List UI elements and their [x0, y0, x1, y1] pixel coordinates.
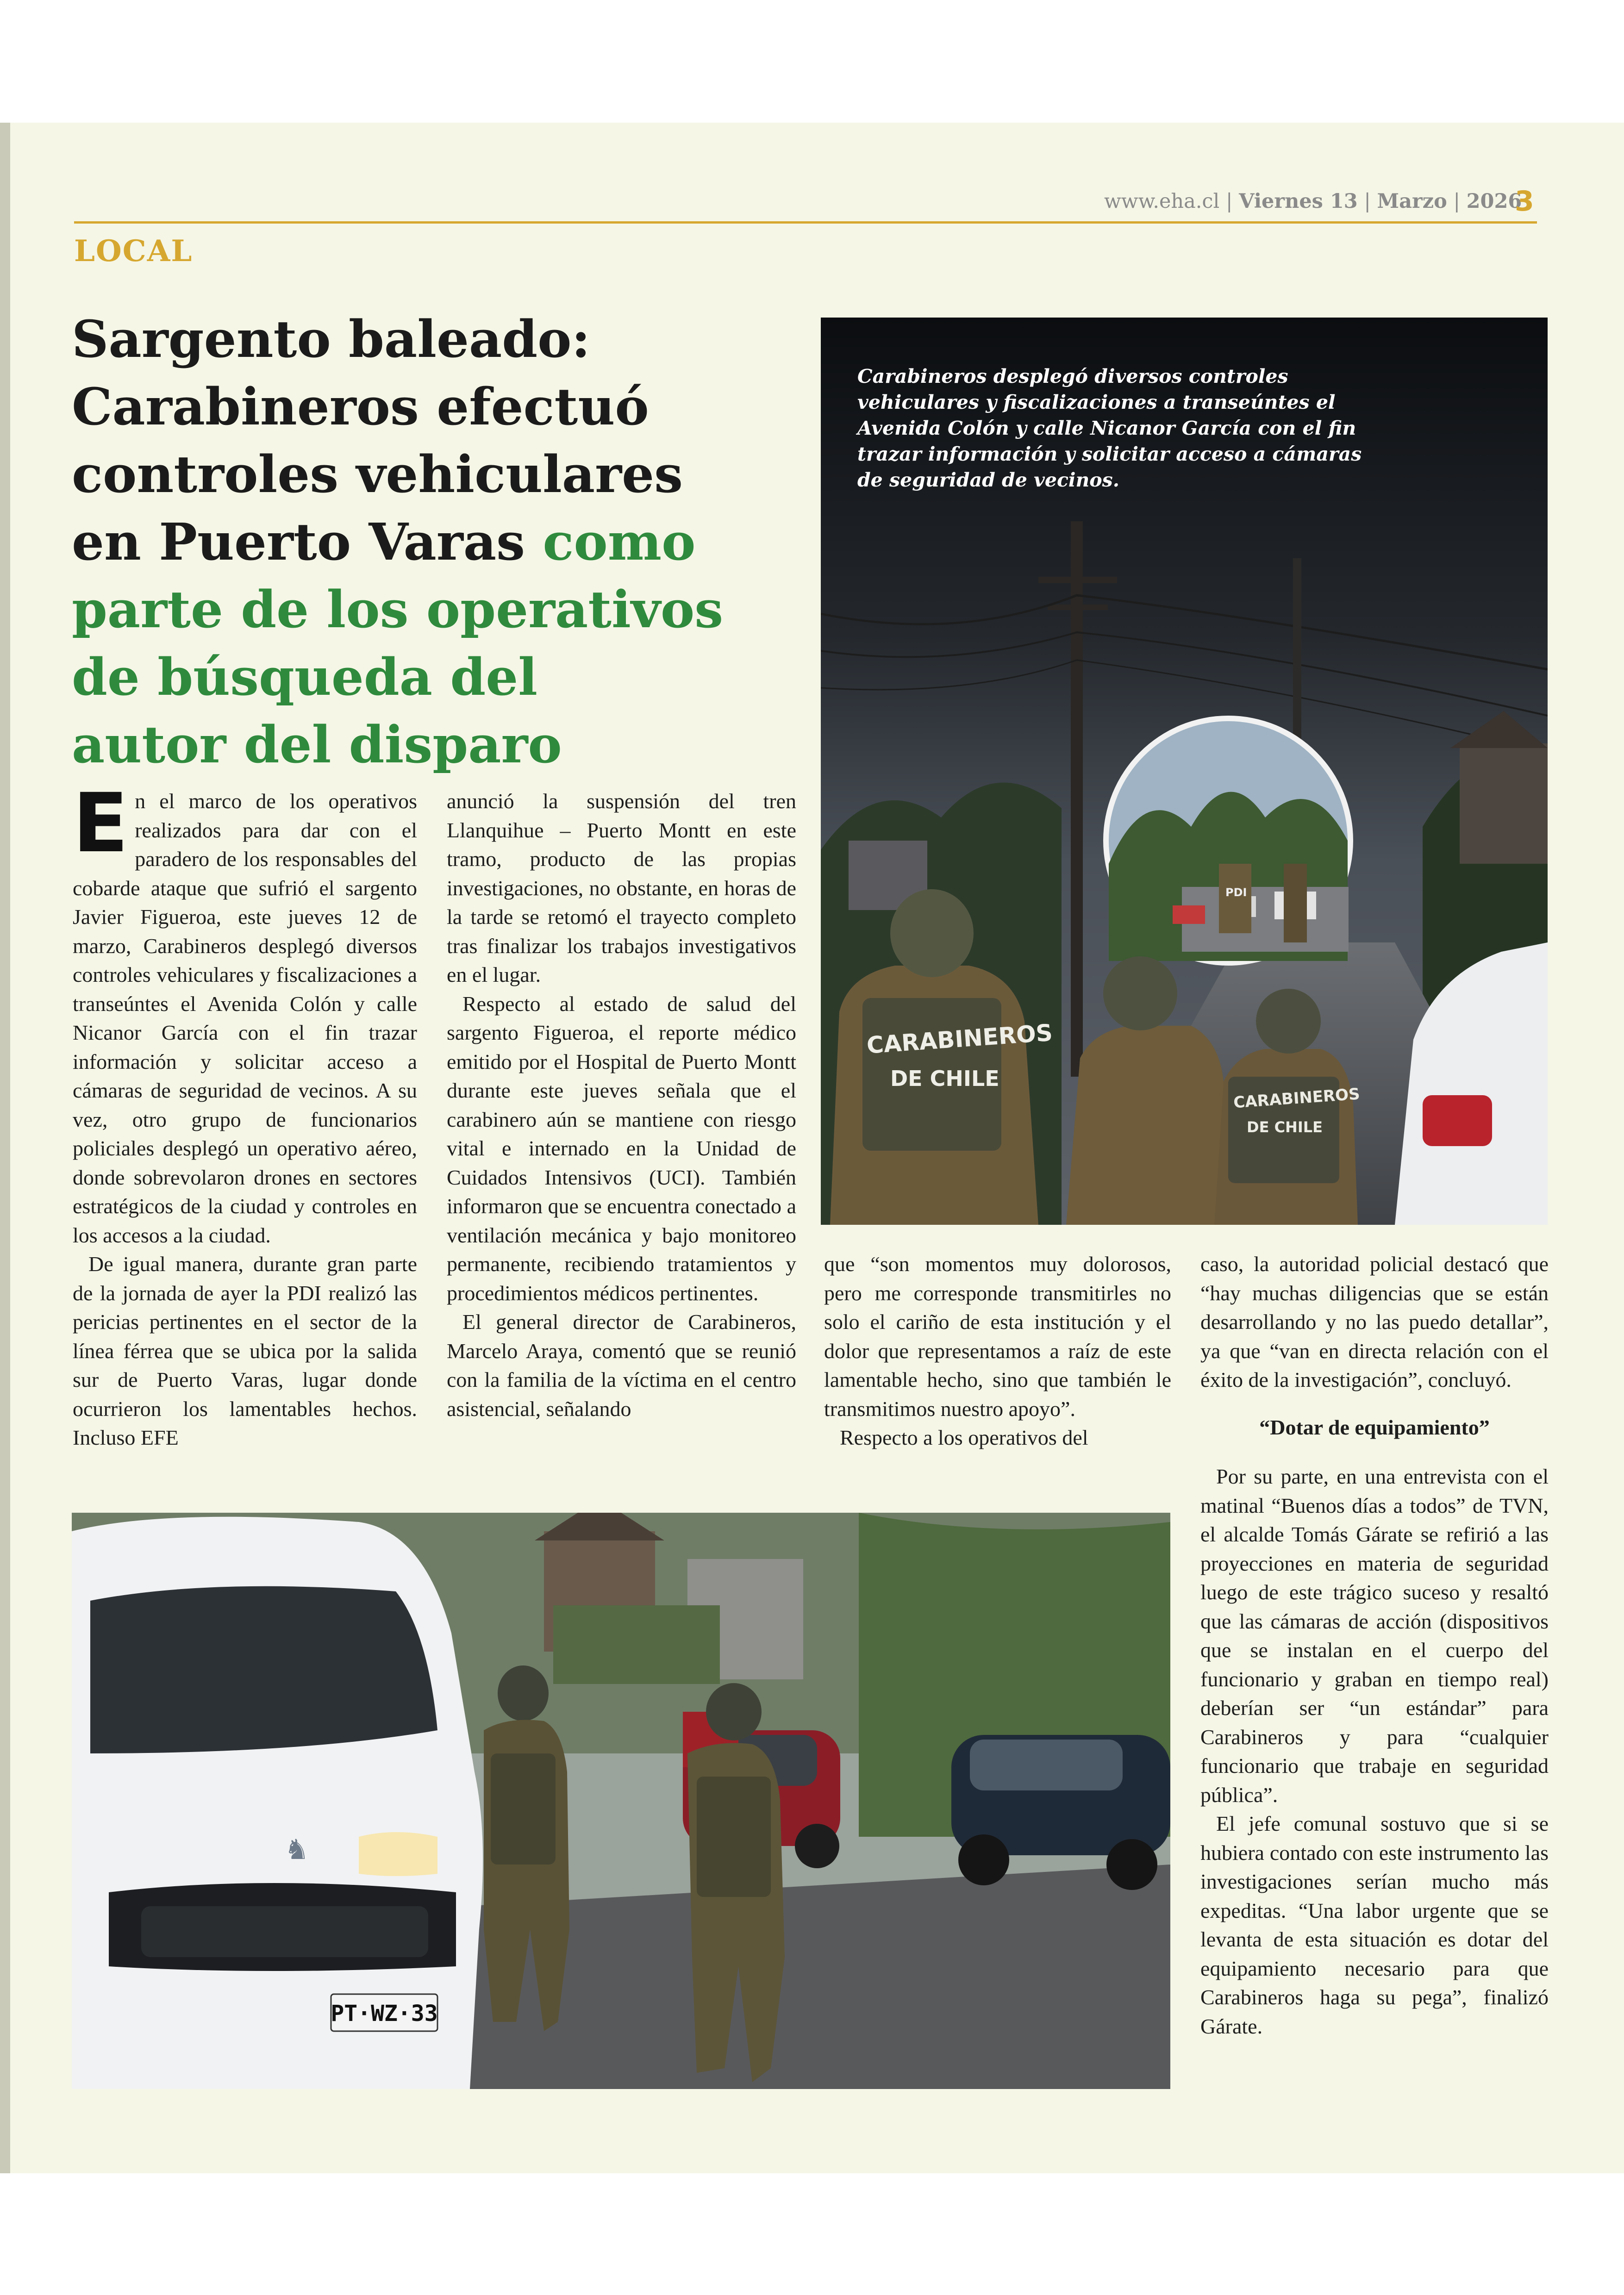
- vest-text-carabineros-2: CARABINEROS: [1233, 1085, 1361, 1112]
- article-paragraph: De igual manera, durante gran parte de la jornada de ayer la PDI realizó las pericias pertinentes en el sector de la línea férrea que se ubica por la salida sur de Puerto Varas, lugar donde ocurrieron los lamentables hechos. Incluso EFE: [73, 1252, 417, 1449]
- header-separator: |: [1364, 190, 1371, 213]
- page-header-meta: [1104, 190, 1522, 213]
- article-paragraph: [73, 776, 417, 1250]
- drop-cap: E: [73, 776, 129, 871]
- vest-text-de-chile: DE CHILE: [890, 1066, 999, 1091]
- header-year: 2026: [1466, 190, 1522, 213]
- article-paragraph: que “son momentos muy dolorosos, pero me corresponde transmitirles no solo el cariño de esta institución y el dolor que representamos a raíz de este lamentable hecho, sino que también le transmitimos nuestro apoyo”.: [824, 1252, 1171, 1421]
- vest-text-de-chile-2: DE CHILE: [1247, 1118, 1323, 1136]
- article-paragraph: caso, la autoridad policial destacó que “hay muchas diligencias que se están desarrollando y no las puedo detallar”, ya que “van en directa relación con el éxito de la investigación”, concluyó.: [1200, 1252, 1549, 1391]
- headline-line: [72, 508, 812, 576]
- header-rule: [74, 221, 1537, 224]
- headline-line: Sargento baleado:: [72, 309, 591, 369]
- header-separator: |: [1225, 190, 1233, 213]
- article-column-4: [1200, 1250, 1549, 2041]
- pdi-vest-text: PDI: [1225, 886, 1247, 899]
- article-paragraph: El general director de Carabineros, Marcelo Araya, comentó que se reunió con la familia de la víctima en el centro asistencial, señalando: [447, 1310, 796, 1421]
- headline-line: de búsqueda del: [72, 647, 538, 707]
- article-paragraph: Respecto a los operativos del: [840, 1426, 1088, 1449]
- vest-text-carabineros: CARABINEROS: [866, 1019, 1054, 1059]
- headline-line: Carabineros efectuó: [72, 377, 649, 437]
- headline-black-part: en Puerto Varas: [72, 512, 525, 572]
- headline-line: autor del disparo: [72, 715, 562, 774]
- article-column-2: [447, 787, 796, 1423]
- article-paragraph: Respecto al estado de salud del sargento Figueroa, el reporte médico emitido por el Hospital de Puerto Montt durante este jueves señala que el carabinero aún se mantiene con riesgo vital e internado en la Unidad de Cuidados Intensivos (UCI). También informaron que se encuentra conectado a ventilación mecánica y bajo monitoreo permanente, recibiendo tratamientos y procedimientos médicos pertinentes.: [447, 992, 796, 1305]
- article-paragraph: El jefe comunal sostuvo que si se hubiera contado con este instrumento las investigaciones serían mucho más expeditas. “Una labor urgente que se levanta de esta situación es dotar del equipamiento necesario para que Carabineros haga su pega”, finalizó Gárate.: [1200, 1812, 1549, 2038]
- section-label: LOCAL: [74, 234, 193, 268]
- subheading: “Dotar de equipamiento”: [1259, 1415, 1490, 1439]
- headline-green-part: como: [543, 512, 696, 572]
- article-column-3: [824, 1250, 1171, 1453]
- bottom-photo-checkpoint: [72, 1513, 1170, 2089]
- headline: [72, 306, 812, 779]
- header-separator: |: [1453, 190, 1460, 213]
- article-column-1: [73, 776, 417, 1453]
- headline-line: controles vehiculares: [72, 444, 683, 504]
- site-url[interactable]: www.eha.cl: [1104, 190, 1220, 213]
- headline-line: parte de los operativos: [72, 580, 724, 639]
- license-plate: PT·WZ·33: [331, 2001, 438, 2027]
- header-day: Viernes 13: [1239, 190, 1358, 213]
- paragraph-text: n el marco de los operativos realizados para dar con el paradero de los responsables del cobarde ataque que sufrió el sargento Javier Figueroa, este jueves 12 de marzo, Carabineros desplegó diversos controles vehiculares y fiscalizaciones a transeúntes el Avenida Colón y calle Nicanor García con el fin trazar información y solicitar acceso a cámaras de seguridad de vecinos. A su vez, otro grupo de funcionarios policiales desplegó un operativo aéreo, donde sobrevolaron drones en sectores estratégicos de la ciudad y controles en los accesos a la ciudad.: [73, 789, 417, 1247]
- page-spine-shadow: [0, 123, 10, 2173]
- top-photo-caption: Carabineros desplegó diversos controles vehiculares y fiscalizaciones a transeúntes el Avenida Colón y calle Nicanor García con el fin trazar información y solicitar acceso a cámaras de seguridad de vecinos.: [857, 365, 1362, 491]
- article-paragraph: anunció la suspensión del tren Llanquihue – Puerto Montt en este tramo, producto de las propias investigaciones, no obstante, en horas de la tarde se retomó el trayecto completo tras finalizar los trabajos investigativos en el lugar.: [447, 789, 796, 986]
- article-paragraph: Por su parte, en una entrevista con el matinal “Buenos días a todos” de TVN, el alcalde Tomás Gárate se refirió a las proyecciones en materia de seguridad luego de este trágico suceso y resaltó que las cámaras de acción (dispositivos que se instalan en el cuerpo del funcionario y graban en tiempo real) deberían ser “un estándar” para Carabineros y para “cualquier funcionario que trabaje en seguridad pública”.: [1200, 1465, 1549, 1807]
- svg-text:♞: ♞: [284, 1834, 309, 1866]
- page-number: 3: [1515, 185, 1534, 218]
- header-month: Marzo: [1377, 190, 1447, 213]
